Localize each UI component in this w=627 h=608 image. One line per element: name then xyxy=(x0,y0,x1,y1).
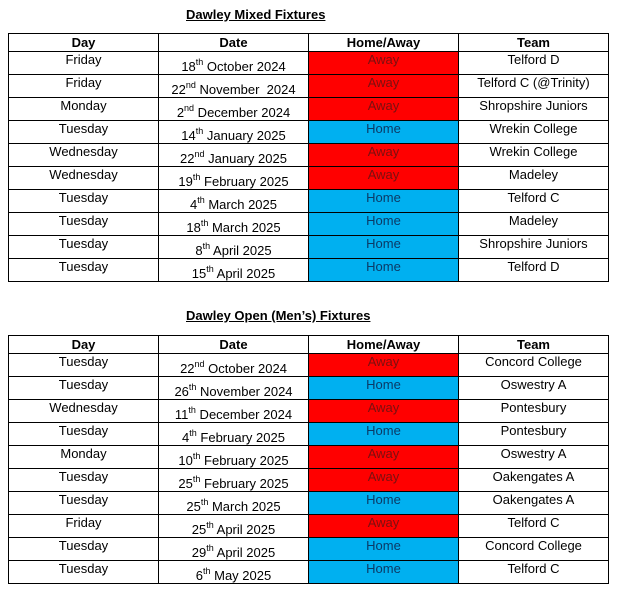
date-cell xyxy=(159,75,309,98)
date-ordinal-suffix: th xyxy=(206,263,214,274)
date-month-year: February 2025 xyxy=(200,476,289,491)
table-row xyxy=(9,354,609,377)
table-row xyxy=(9,515,609,538)
header-team: Team xyxy=(459,336,609,354)
away-badge: Away xyxy=(309,354,459,377)
table-row xyxy=(9,492,609,515)
team-cell: Wrekin College xyxy=(459,121,609,144)
date-ordinal-suffix: th xyxy=(206,519,214,530)
home-badge: Home xyxy=(309,423,459,446)
date-ordinal-suffix: th xyxy=(206,542,214,553)
team-cell: Telford D xyxy=(459,52,609,75)
away-badge: Away xyxy=(309,144,459,167)
day-cell: Tuesday xyxy=(9,213,159,236)
date-ordinal-suffix: nd xyxy=(184,102,195,113)
date-month-year: April 2025 xyxy=(210,243,272,258)
date-ordinal-suffix: nd xyxy=(194,148,205,159)
date-month-year: October 2024 xyxy=(204,361,287,376)
date-cell xyxy=(159,121,309,144)
date-cell xyxy=(159,236,309,259)
team-cell: Wrekin College xyxy=(459,144,609,167)
date-ordinal-suffix: nd xyxy=(185,79,196,90)
date-cell xyxy=(159,354,309,377)
date-month-year: October 2024 xyxy=(203,59,286,74)
away-badge: Away xyxy=(309,75,459,98)
home-badge: Home xyxy=(309,492,459,515)
team-cell: Telford C (@Trinity) xyxy=(459,75,609,98)
away-badge: Away xyxy=(309,515,459,538)
table-row xyxy=(9,259,609,282)
date-month-year: December 2024 xyxy=(195,407,293,422)
date-cell xyxy=(159,515,309,538)
date-cell xyxy=(159,52,309,75)
home-badge: Home xyxy=(309,561,459,584)
away-badge: Away xyxy=(309,400,459,423)
header-home-away: Home/Away xyxy=(309,34,459,52)
header-row xyxy=(9,336,609,354)
day-cell: Tuesday xyxy=(9,561,159,584)
date-cell xyxy=(159,492,309,515)
team-cell: Pontesbury xyxy=(459,423,609,446)
team-cell: Telford C xyxy=(459,515,609,538)
table-row xyxy=(9,190,609,213)
home-badge: Home xyxy=(309,259,459,282)
away-badge: Away xyxy=(309,446,459,469)
open-fixtures-title: Dawley Open (Men’s) Fixtures xyxy=(186,308,371,323)
date-month-year: April 2025 xyxy=(213,522,276,537)
date-ordinal-suffix: th xyxy=(202,240,211,251)
home-badge: Home xyxy=(309,213,459,236)
home-badge: Home xyxy=(309,538,459,561)
date-month-year: March 2025 xyxy=(204,197,277,212)
date-cell xyxy=(159,423,309,446)
date-cell xyxy=(159,538,309,561)
date-cell xyxy=(159,377,309,400)
date-day-number: 25 xyxy=(186,499,201,514)
date-month-year: December 2024 xyxy=(194,105,291,120)
date-month-year: March 2025 xyxy=(208,499,281,514)
table-row xyxy=(9,121,609,144)
date-ordinal-suffix: th xyxy=(195,56,204,67)
header-date: Date xyxy=(159,336,309,354)
date-day-number: 22 xyxy=(180,361,195,376)
table-row xyxy=(9,469,609,492)
date-ordinal-suffix: th xyxy=(192,450,201,461)
table-row xyxy=(9,377,609,400)
date-day-number: 14 xyxy=(181,128,196,143)
team-cell: Shropshire Juniors xyxy=(459,98,609,121)
home-badge: Home xyxy=(309,236,459,259)
day-cell: Monday xyxy=(9,98,159,121)
day-cell: Tuesday xyxy=(9,259,159,282)
team-cell: Telford C xyxy=(459,190,609,213)
team-cell: Telford D xyxy=(459,259,609,282)
date-month-year: January 2025 xyxy=(204,151,287,166)
open-fixtures-table xyxy=(8,335,609,584)
date-month-year: April 2025 xyxy=(213,266,276,281)
date-day-number: 8 xyxy=(195,243,203,258)
date-ordinal-suffix: th xyxy=(200,217,209,228)
table-row xyxy=(9,561,609,584)
header-team: Team xyxy=(459,34,609,52)
day-cell: Wednesday xyxy=(9,144,159,167)
date-month-year: February 2025 xyxy=(200,174,289,189)
date-ordinal-suffix: th xyxy=(192,473,201,484)
date-cell xyxy=(159,144,309,167)
team-cell: Concord College xyxy=(459,354,609,377)
table-row xyxy=(9,400,609,423)
table-row xyxy=(9,213,609,236)
date-day-number: 4 xyxy=(189,197,198,212)
date-day-number: 19 xyxy=(178,174,193,189)
date-cell xyxy=(159,561,309,584)
date-day-number: 22 xyxy=(171,82,186,97)
date-ordinal-suffix: th xyxy=(188,381,197,392)
open-fixtures-body xyxy=(9,354,609,584)
team-cell: Concord College xyxy=(459,538,609,561)
away-badge: Away xyxy=(309,98,459,121)
mixed-fixtures-body xyxy=(9,52,609,282)
team-cell: Oakengates A xyxy=(459,492,609,515)
team-cell: Madeley xyxy=(459,167,609,190)
table-row xyxy=(9,52,609,75)
date-ordinal-suffix: th xyxy=(197,194,205,205)
date-day-number: 11 xyxy=(174,407,189,422)
date-ordinal-suffix: nd xyxy=(194,358,205,369)
date-day-number: 25 xyxy=(191,522,207,537)
table-row xyxy=(9,538,609,561)
date-day-number: 10 xyxy=(178,453,193,468)
date-ordinal-suffix: th xyxy=(192,171,201,182)
date-ordinal-suffix: th xyxy=(189,427,197,438)
date-day-number: 25 xyxy=(178,476,193,491)
date-month-year: January 2025 xyxy=(203,128,286,143)
team-cell: Oakengates A xyxy=(459,469,609,492)
day-cell: Friday xyxy=(9,515,159,538)
header-day: Day xyxy=(9,34,159,52)
date-month-year: April 2025 xyxy=(213,545,276,560)
home-badge: Home xyxy=(309,190,459,213)
date-cell xyxy=(159,259,309,282)
date-day-number: 4 xyxy=(182,430,190,445)
day-cell: Wednesday xyxy=(9,400,159,423)
away-badge: Away xyxy=(309,52,459,75)
table-row xyxy=(9,98,609,121)
date-cell xyxy=(159,190,309,213)
date-day-number: 15 xyxy=(191,266,207,281)
date-day-number: 29 xyxy=(191,545,207,560)
table-row xyxy=(9,75,609,98)
day-cell: Tuesday xyxy=(9,492,159,515)
date-cell xyxy=(159,167,309,190)
header-date: Date xyxy=(159,34,309,52)
date-month-year: November 2024 xyxy=(196,384,293,399)
mixed-fixtures-table xyxy=(8,33,609,282)
team-cell: Pontesbury xyxy=(459,400,609,423)
date-cell xyxy=(159,400,309,423)
day-cell: Wednesday xyxy=(9,167,159,190)
team-cell: Telford C xyxy=(459,561,609,584)
table-row xyxy=(9,446,609,469)
date-month-year: February 2025 xyxy=(200,453,289,468)
away-badge: Away xyxy=(309,469,459,492)
team-cell: Shropshire Juniors xyxy=(459,236,609,259)
team-cell: Madeley xyxy=(459,213,609,236)
date-day-number: 6 xyxy=(195,568,203,583)
day-cell: Tuesday xyxy=(9,377,159,400)
header-home-away: Home/Away xyxy=(309,336,459,354)
day-cell: Tuesday xyxy=(9,121,159,144)
day-cell: Tuesday xyxy=(9,190,159,213)
home-badge: Home xyxy=(309,121,459,144)
day-cell: Tuesday xyxy=(9,236,159,259)
day-cell: Tuesday xyxy=(9,354,159,377)
date-cell xyxy=(159,213,309,236)
header-row xyxy=(9,34,609,52)
day-cell: Friday xyxy=(9,52,159,75)
team-cell: Oswestry A xyxy=(459,377,609,400)
date-cell xyxy=(159,98,309,121)
team-cell: Oswestry A xyxy=(459,446,609,469)
date-month-year: May 2025 xyxy=(210,568,272,583)
date-day-number: 18 xyxy=(186,220,201,235)
date-ordinal-suffix: th xyxy=(195,125,204,136)
home-badge: Home xyxy=(309,377,459,400)
day-cell: Monday xyxy=(9,446,159,469)
away-badge: Away xyxy=(309,167,459,190)
table-row xyxy=(9,167,609,190)
date-day-number: 2 xyxy=(176,105,185,120)
date-month-year: February 2025 xyxy=(196,430,285,445)
day-cell: Tuesday xyxy=(9,469,159,492)
day-cell: Tuesday xyxy=(9,538,159,561)
date-day-number: 26 xyxy=(174,384,189,399)
date-ordinal-suffix: th xyxy=(188,404,196,415)
date-month-year: March 2025 xyxy=(208,220,281,235)
date-day-number: 22 xyxy=(180,151,195,166)
date-cell xyxy=(159,446,309,469)
table-row xyxy=(9,423,609,446)
date-ordinal-suffix: th xyxy=(203,565,211,576)
day-cell: Friday xyxy=(9,75,159,98)
date-month-year: November 2024 xyxy=(195,82,296,97)
date-cell xyxy=(159,469,309,492)
day-cell: Tuesday xyxy=(9,423,159,446)
table-row xyxy=(9,236,609,259)
mixed-fixtures-title: Dawley Mixed Fixtures xyxy=(186,7,326,22)
date-day-number: 18 xyxy=(181,59,196,74)
header-day: Day xyxy=(9,336,159,354)
date-ordinal-suffix: th xyxy=(200,496,209,507)
table-row xyxy=(9,144,609,167)
